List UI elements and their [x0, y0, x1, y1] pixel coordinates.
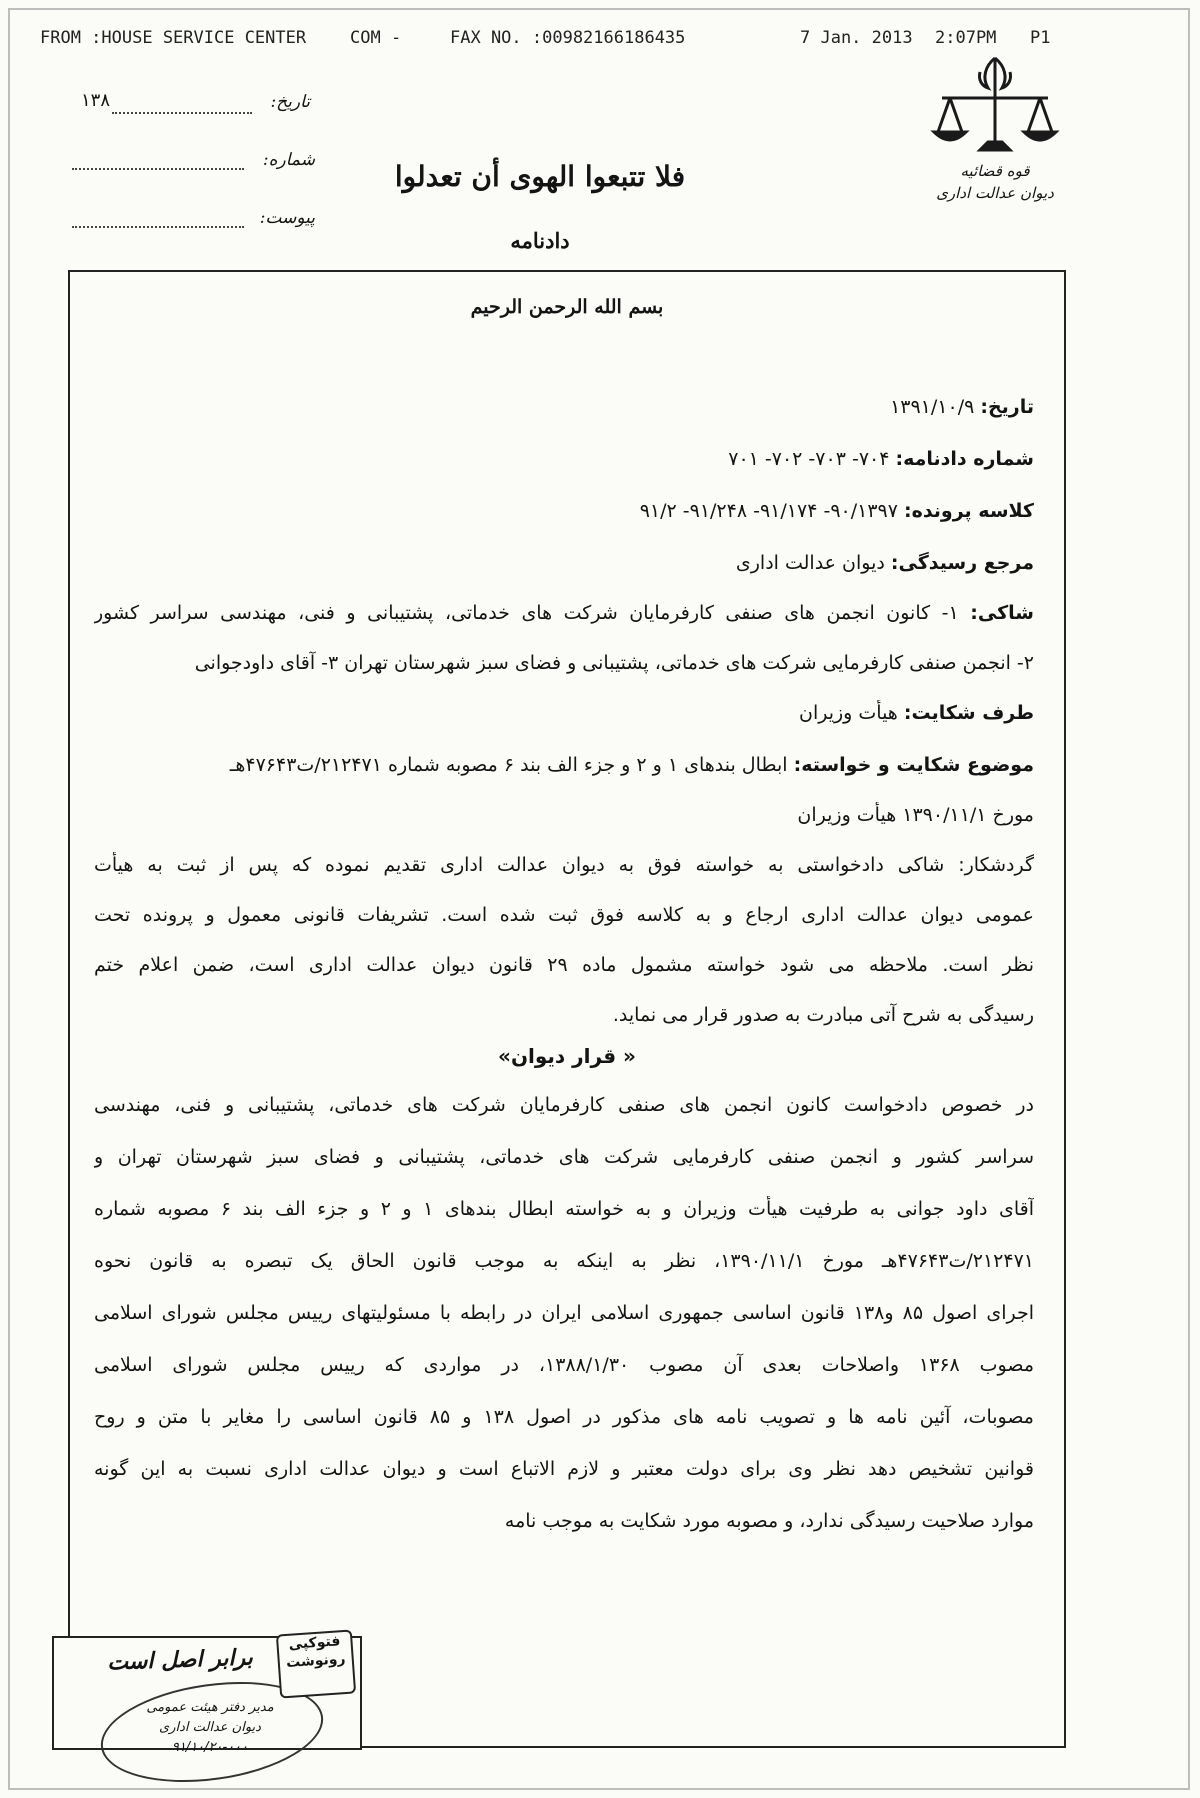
- complainant-label: شاکی:: [970, 602, 1034, 624]
- seal-court: دیوان عدالت اداری: [159, 1720, 261, 1735]
- decision-line-6: مصوب ۱۳۶۸ واصلاحات بعدی آن مصوب ۱۳۸۸/۱/۳۰، در مواردی که رییس مجلس شورای اسلامی: [94, 1354, 1034, 1376]
- fax-time: 2:07PM: [935, 28, 997, 48]
- meta-attachment-label: پیوست:: [259, 208, 315, 228]
- file-number-value: ۹۰/۱۳۹۷- ۹۱/۱۷۴- ۹۱/۲۴۸- ۹۱/۲: [639, 500, 898, 522]
- fax-date: 7 Jan. 2013: [800, 28, 913, 48]
- complainant-line-2: ۲- انجمن صنفی کارفرمایی شرکت های خدماتی، پشتیبانی و فضای سبز شهرستان تهران ۳- آقای داودجوانی: [194, 652, 1034, 674]
- subject-label: موضوع شکایت و خواسته:: [793, 754, 1034, 776]
- verdict-date-value: ۱۳۹۱/۱۰/۹: [890, 396, 975, 418]
- defendant-row: [94, 700, 1034, 726]
- complainant-line-1: ۱- کانون انجمن های صنفی کارفرمایان شرکت های خدماتی، پشتیبانی و فنی، مهندسی سراسر کشور: [94, 602, 959, 624]
- meta-number-line: [72, 168, 244, 170]
- reviewing-authority-value: دیوان عدالت اداری: [735, 552, 885, 574]
- verdict-frame: [68, 270, 1066, 1748]
- header-verse: فلا تتبعوا الهوی أن تعدلوا: [394, 160, 686, 193]
- verdict-number-label: شماره دادنامه:: [895, 448, 1034, 470]
- meta-attachment-line: [72, 226, 244, 228]
- procedure-line-3: نظر است. ملاحظه می شود خواسته مشمول ماده ۲۹ قانون دیوان عدالت اداری است، ضمن اعلام ختم: [94, 954, 1034, 976]
- duplicate-label: رونوشت: [285, 1650, 346, 1672]
- decision-line-2: سراسر کشور و انجمن صنفی کارفرمایی شرکت های خدماتی، پشتیبانی و فضای سبز شهرستان تهران و: [94, 1146, 1034, 1168]
- photocopy-label: فتوکپی: [288, 1633, 341, 1653]
- meta-date-value: ۱۳۸: [80, 90, 110, 111]
- fax-page: P1: [1030, 28, 1051, 48]
- reviewing-authority-label: مرجع رسیدگی:: [890, 552, 1034, 574]
- procedure-line-2: عمومی دیوان عدالت اداری ارجاع و به کلاسه فوق ثبت شده است. تشریفات قانونی معمول و پرونده تحت: [94, 904, 1034, 926]
- bismillah: بسم الله الرحمن الرحیم: [470, 296, 664, 318]
- emblem-caption: [905, 160, 1085, 204]
- meta-number-label: شماره:: [262, 150, 315, 170]
- emblem-court: دیوان عدالت اداری: [936, 184, 1054, 202]
- fax-number: FAX NO. :00982166186435: [450, 28, 686, 48]
- verdict-date-label: تاریخ:: [980, 396, 1034, 418]
- document-type-title: دادنامه: [510, 228, 570, 253]
- verdict-number-row: [94, 446, 1034, 472]
- meta-date-line: [112, 112, 252, 114]
- decision-line-7: مصوبات، آئین نامه ها و تصویب نامه های مذکور در اصول ۱۳۸ و ۸۵ قانون اساسی را مغایر با متن و روح: [94, 1406, 1034, 1428]
- fax-header: [40, 28, 1160, 54]
- decision-title: « قرار دیوان»: [498, 1044, 636, 1068]
- seal-office: مدیر دفتر هیئت عمومی: [146, 1700, 274, 1715]
- subject-row-1: [94, 752, 1034, 778]
- subject-line-2: مورخ ۱۳۹۰/۱۱/۱ هیأت وزیران: [797, 804, 1034, 826]
- verdict-number-value: ۷۰۴- ۷۰۳- ۷۰۲- ۷۰۱: [728, 448, 890, 470]
- decision-line-8: قوانین تشخیص دهد نظر وی برای دولت معتبر و لازم الاتباع است و دیوان عدالت اداری نسبت به این گونه: [94, 1458, 1034, 1480]
- fax-from: FROM :HOUSE SERVICE CENTER: [40, 28, 307, 48]
- file-number-row: [94, 498, 1034, 524]
- decision-line-3: آقای داود جوانی به طرفیت هیأت وزیران و به خواسته ابطال بندهای ۱ و ۲ و جزء الف بند ۶ مصوبه شماره: [94, 1198, 1034, 1220]
- decision-line-9: موارد صلاحیت رسیدگی ندارد، و مصوبه مورد شکایت به موجب نامه: [504, 1510, 1034, 1532]
- defendant-value: هیأت وزیران: [799, 702, 898, 724]
- complainant-row-1: [94, 600, 1034, 626]
- defendant-label: طرف شکایت:: [903, 702, 1034, 724]
- verdict-date-row: [94, 394, 1034, 420]
- photocopy-tag: [276, 1629, 356, 1698]
- seal-date: ۹۱/۱۰/۲۰-۰۰۰: [171, 1740, 249, 1755]
- emblem-judiciary: قوه قضائیه: [960, 162, 1030, 180]
- procedure-line-1: گردشکار: شاکی دادخواستی به خواسته فوق به دیوان عدالت اداری تقدیم نموده که پس از ثبت به هیأت: [94, 854, 1034, 876]
- decision-line-4: ۲۱۲۴۷۱/ت۴۷۶۴۳هـ مورخ ۱۳۹۰/۱۱/۱، نظر به اینکه به موجب قانون الحاق یک تبصره به قانون نحوه: [94, 1250, 1034, 1272]
- meta-date-label: تاریخ:: [270, 92, 310, 112]
- fax-com: COM -: [350, 28, 402, 48]
- decision-line-5: اجرای اصول ۸۵ و۱۳۸ قانون اساسی جمهوری اسلامی ایران در رابطه با مسئولیتهای رییس مجلس شورای اسلامی: [94, 1302, 1034, 1324]
- certified-copy-stamp: برابر اصل است: [106, 1645, 254, 1676]
- decision-line-1: در خصوص دادخواست کانون انجمن های صنفی کارفرمایان شرکت های خدماتی، پشتیبانی و فنی، مهندسی: [94, 1094, 1034, 1116]
- subject-line-1: ابطال بندهای ۱ و ۲ و جزء الف بند ۶ مصوبه شماره ۲۱۲۴۷۱/ت۴۷۶۴۳هـ: [229, 754, 788, 776]
- judiciary-scales-emblem: [930, 52, 1060, 162]
- reviewing-authority-row: [94, 550, 1034, 576]
- procedure-line-4: رسیدگی به شرح آتی مبادرت به صدور قرار می نماید.: [612, 1004, 1034, 1026]
- file-number-label: کلاسه پرونده:: [904, 500, 1034, 522]
